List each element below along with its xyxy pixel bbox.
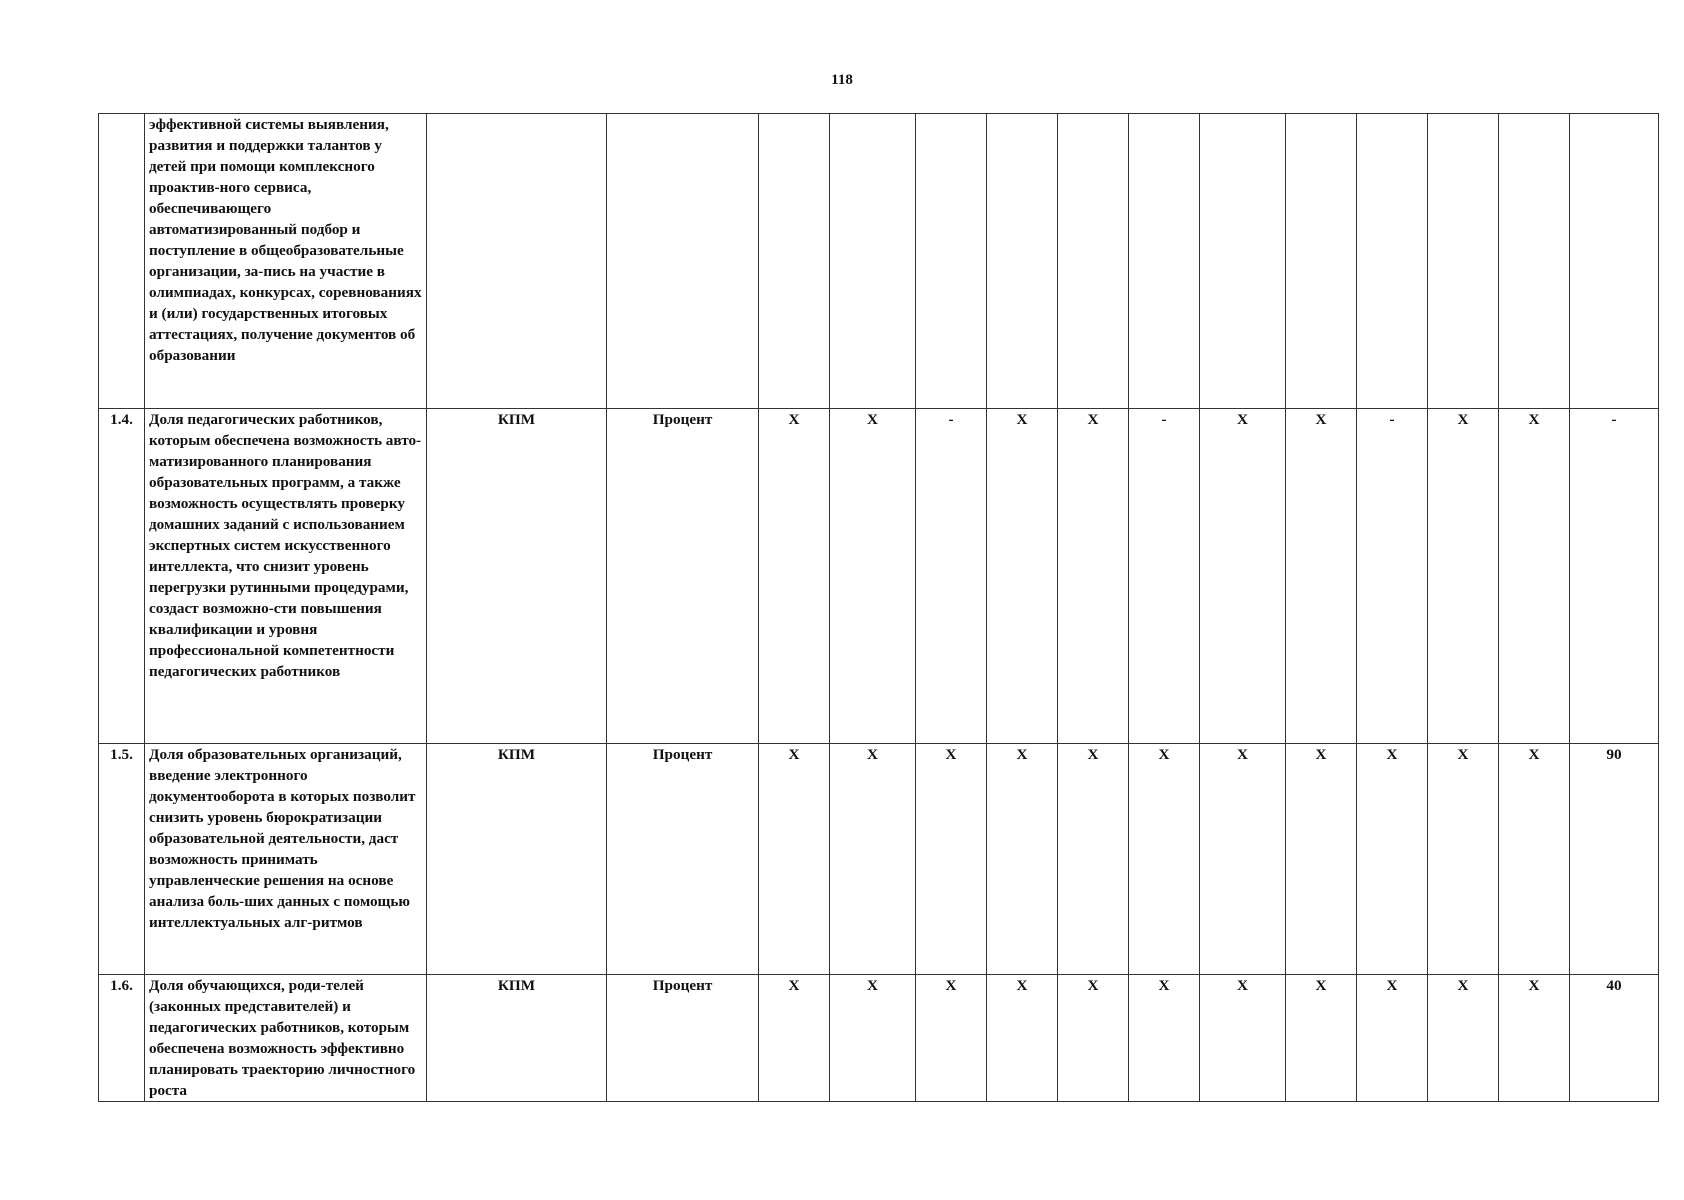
value-cell: X <box>1200 975 1286 1102</box>
value-cell <box>916 114 987 409</box>
value-cell: X <box>830 975 916 1102</box>
value-cell: X <box>830 744 916 975</box>
row-number: 1.5. <box>99 744 145 975</box>
unit-of-measure: Процент <box>607 744 759 975</box>
indicator-type: КПМ <box>427 744 607 975</box>
value-cell: X <box>1357 744 1428 975</box>
value-cell: X <box>1357 975 1428 1102</box>
indicator-name: эффективной системы выявления, развития и поддержки талантов у детей при помощи комплексного проактив-ного сервиса, обеспечивающего автоматизированный подбор и поступление в общеобразовательные организации, за-пись на участие в олимпиадах, конкурсах, соревнованиях и (или) государственных итоговых аттестациях, получение документов об образовании <box>145 114 427 409</box>
value-cell: X <box>1200 744 1286 975</box>
value-cell: X <box>759 975 830 1102</box>
value-cell: - <box>1357 409 1428 744</box>
value-cell: 40 <box>1570 975 1659 1102</box>
value-cell: X <box>759 744 830 975</box>
value-cell <box>1129 114 1200 409</box>
table-row <box>99 114 1659 409</box>
unit-of-measure <box>607 114 759 409</box>
value-cell <box>1200 114 1286 409</box>
value-cell: X <box>1058 409 1129 744</box>
value-cell <box>1286 114 1357 409</box>
value-cell: - <box>1570 409 1659 744</box>
value-cell: X <box>1499 975 1570 1102</box>
indicator-type: КПМ <box>427 409 607 744</box>
value-cell: X <box>1428 744 1499 975</box>
value-cell: X <box>1058 975 1129 1102</box>
value-cell <box>1357 114 1428 409</box>
value-cell: X <box>830 409 916 744</box>
value-cell: X <box>1286 744 1357 975</box>
page-number: 118 <box>831 72 853 88</box>
value-cell: X <box>1058 744 1129 975</box>
value-cell <box>759 114 830 409</box>
value-cell <box>1058 114 1129 409</box>
indicator-name: Доля образовательных организаций, введение электронного документооборота в которых позволит снизить уровень бюрократизации образовательной деятельности, даст возможность принимать управленческие решения на основе анализа боль-ших данных с помощью интеллектуальных алг-ритмов <box>145 744 427 975</box>
table-row <box>99 744 1659 975</box>
value-cell: - <box>1129 409 1200 744</box>
row-number: 1.6. <box>99 975 145 1102</box>
indicator-type <box>427 114 607 409</box>
value-cell: 90 <box>1570 744 1659 975</box>
table-row <box>99 409 1659 744</box>
unit-of-measure: Процент <box>607 975 759 1102</box>
value-cell <box>1428 114 1499 409</box>
value-cell: X <box>916 975 987 1102</box>
value-cell: X <box>759 409 830 744</box>
unit-of-measure: Процент <box>607 409 759 744</box>
row-number: 1.4. <box>99 409 145 744</box>
value-cell <box>987 114 1058 409</box>
value-cell <box>1499 114 1570 409</box>
value-cell: X <box>987 409 1058 744</box>
value-cell: X <box>1499 744 1570 975</box>
value-cell: X <box>1428 409 1499 744</box>
value-cell: X <box>1428 975 1499 1102</box>
indicator-type: КПМ <box>427 975 607 1102</box>
value-cell: - <box>916 409 987 744</box>
value-cell: X <box>987 744 1058 975</box>
value-cell: X <box>916 744 987 975</box>
value-cell: X <box>1286 975 1357 1102</box>
value-cell: X <box>1200 409 1286 744</box>
indicator-name: Доля педагогических работников, которым обеспечена возможность авто-матизированного планирования образовательных программ, а также возможность осуществлять проверку домашних заданий с использованием экспертных систем искусственного интеллекта, что снизит уровень перегрузки рутинными процедурами, создаст возможно-сти повышения квалификации и уровня профессиональной компетентности педагогических работников <box>145 409 427 744</box>
row-number <box>99 114 145 409</box>
value-cell: X <box>1286 409 1357 744</box>
indicators-table <box>98 113 1659 1102</box>
indicator-name: Доля обучающихся, роди-телей (законных представителей) и педагогических работников, которым обеспечена возможность эффективно планировать траекторию личностного роста <box>145 975 427 1102</box>
value-cell: X <box>1499 409 1570 744</box>
value-cell: X <box>987 975 1058 1102</box>
value-cell <box>830 114 916 409</box>
value-cell <box>1570 114 1659 409</box>
table-row <box>99 975 1659 1102</box>
value-cell: X <box>1129 744 1200 975</box>
value-cell: X <box>1129 975 1200 1102</box>
